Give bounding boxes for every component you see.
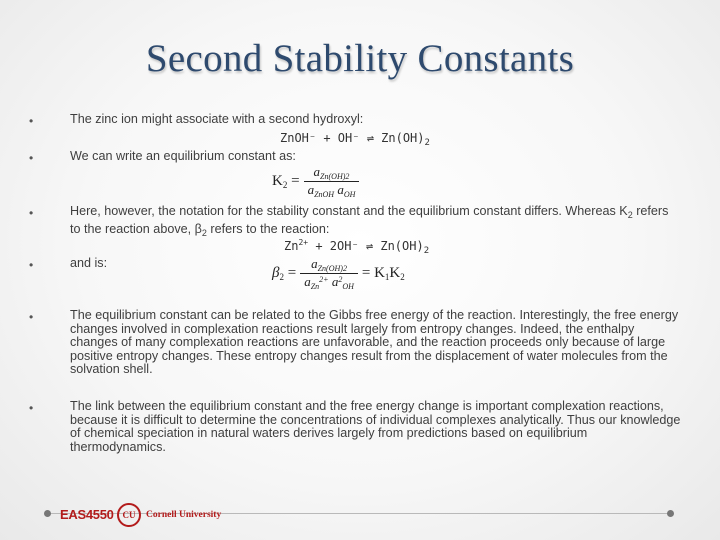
footer-dot-right — [667, 510, 674, 517]
slide-title: Second Stability Constants — [145, 37, 575, 80]
bullet-marker: • — [29, 151, 34, 165]
bullet-marker: • — [29, 206, 34, 220]
equation-beta2 — [272, 256, 405, 291]
beta2-fraction — [300, 256, 358, 291]
course-logo: EAS4550 — [60, 507, 114, 522]
bullet-marker: • — [29, 114, 34, 128]
bullet-text-5: The equilibrium constant can be related to the Gibbs free energy of the reaction. Interestingly, the free energy changes involved in complexation reactions result largely from entropy changes. Indeed, the enthalpy changes of many complexation reactions are unfavorable, and the reaction proceeds only because of large positive entropy changes. These entropy changes result from the displacement of water molecules from the solvation shell. — [70, 308, 679, 377]
reaction-1-lhs: ZnOH⁻ + OH⁻ ⇌ Zn(OH) — [280, 131, 425, 145]
reaction-zinc-hydroxyl — [280, 131, 430, 148]
bullet-marker: • — [29, 401, 34, 415]
k2-lhs: $K_2$ = — [272, 173, 300, 190]
k2-denominator: $a_{ZnOH}$ $a_{OH}$ — [304, 181, 360, 199]
k2-fraction — [304, 164, 360, 199]
bullet-text-4: and is: — [70, 256, 108, 270]
k2-numerator: $a_{Zn(OH)2}$ — [313, 164, 350, 181]
bullet-marker: • — [29, 258, 34, 272]
footer-dot-left — [44, 510, 51, 517]
reaction-1-sub: 2 — [424, 138, 430, 148]
bullet-text-6: The link between the equilibrium constant and the free energy change is important complexation reactions, because it is difficult to determine the concentrations of individual complexes analytically. Thus our knowledge of chemical speciation in natural waters derives largely from predictions based on equilibrium thermodynamics. — [70, 399, 681, 454]
reaction-zinc-overall: $Zn^{2+} + 2OH^-$ ⇌ $Zn(OH)_2$ — [284, 238, 430, 256]
beta2-denominator: $a_{Zn}^{2+}$ $a^2_{OH}$ — [300, 273, 358, 291]
equation-k2 — [272, 164, 359, 199]
beta2-lhs: $\beta_2$ = — [272, 265, 297, 282]
bullet-text-1: The zinc ion might associate with a second hydroxyl: — [70, 112, 364, 126]
bullet-text-2: We can write an equilibrium constant as: — [70, 149, 296, 163]
bullet-marker: • — [29, 310, 34, 324]
university-name: Cornell University — [146, 510, 222, 520]
beta2-numerator: $a_{Zn(OH)2}$ — [311, 256, 347, 273]
cornell-seal-icon: CU — [117, 503, 141, 527]
beta2-rhs: = $K_1K_2$ — [361, 265, 405, 282]
bullet-text-3: Here, however, the notation for the stability constant and the equilibrium constant differs. Whereas $K_2$ refers to the reaction above, $\beta_2$ refers to the reaction: — [70, 204, 669, 238]
